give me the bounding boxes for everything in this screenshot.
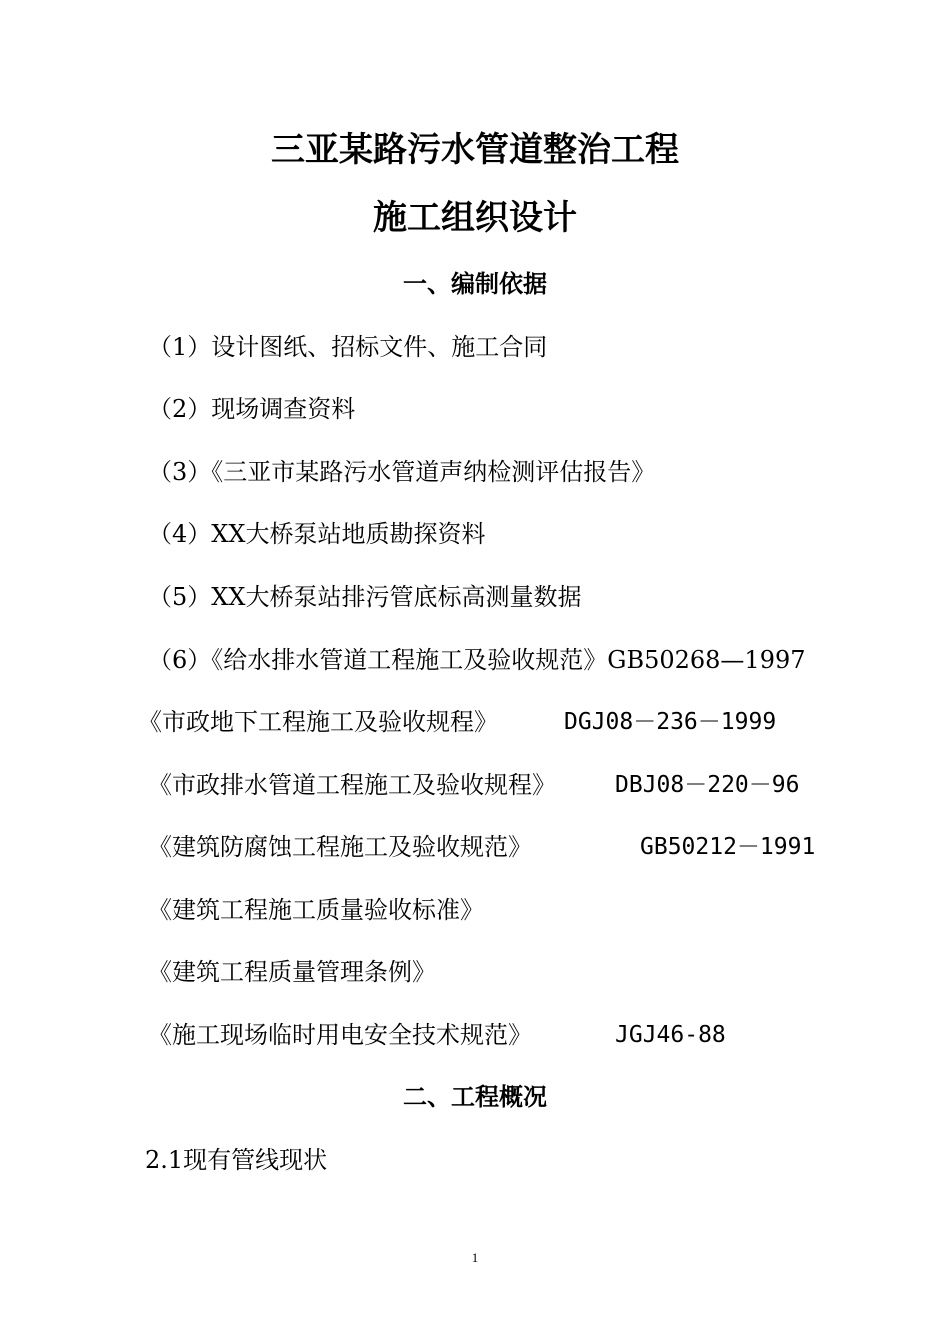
standard-code-1: DGJ08－236－1999 [564, 709, 777, 735]
page-number: 1 [471, 1250, 479, 1265]
basis-item-5: （5）XX大桥泵站排污管底标高测量数据 [148, 583, 582, 611]
basis-item-3: （3）《三亚市某路污水管道声纳检测评估报告》 [148, 458, 656, 486]
subsection-heading: 2.1现有管线现状 [145, 1146, 328, 1174]
standard-name-6: 《施工现场临时用电安全技术规范》 [148, 1021, 532, 1049]
section-heading-basis: 一、编制依据 [403, 269, 547, 298]
standard-name-3: 《建筑防腐蚀工程施工及验收规范》 [148, 833, 532, 861]
standard-name-1: 《市政地下工程施工及验收规程》 [138, 708, 498, 736]
standard-name-2: 《市政排水管道工程施工及验收规程》 [148, 771, 556, 799]
standard-code-3: GB50212－1991 [640, 834, 816, 860]
section-heading-overview: 二、工程概况 [403, 1082, 547, 1111]
basis-item-6: （6）《给水排水管道工程施工及验收规范》GB50268—1997 [148, 646, 806, 674]
basis-item-1: （1）设计图纸、招标文件、施工合同 [148, 333, 548, 361]
standard-name-4: 《建筑工程施工质量验收标准》 [148, 896, 484, 924]
basis-item-2: （2）现场调查资料 [148, 395, 356, 423]
standard-code-2: DBJ08－220－96 [615, 772, 800, 798]
standard-name-5: 《建筑工程质量管理条例》 [148, 958, 436, 986]
document-subtitle: 施工组织设计 [373, 198, 577, 238]
basis-item-4: （4）XX大桥泵站地质勘探资料 [148, 520, 486, 548]
document-title: 三亚某路污水管道整治工程 [271, 130, 679, 170]
standard-code-6: JGJ46-88 [615, 1022, 726, 1048]
